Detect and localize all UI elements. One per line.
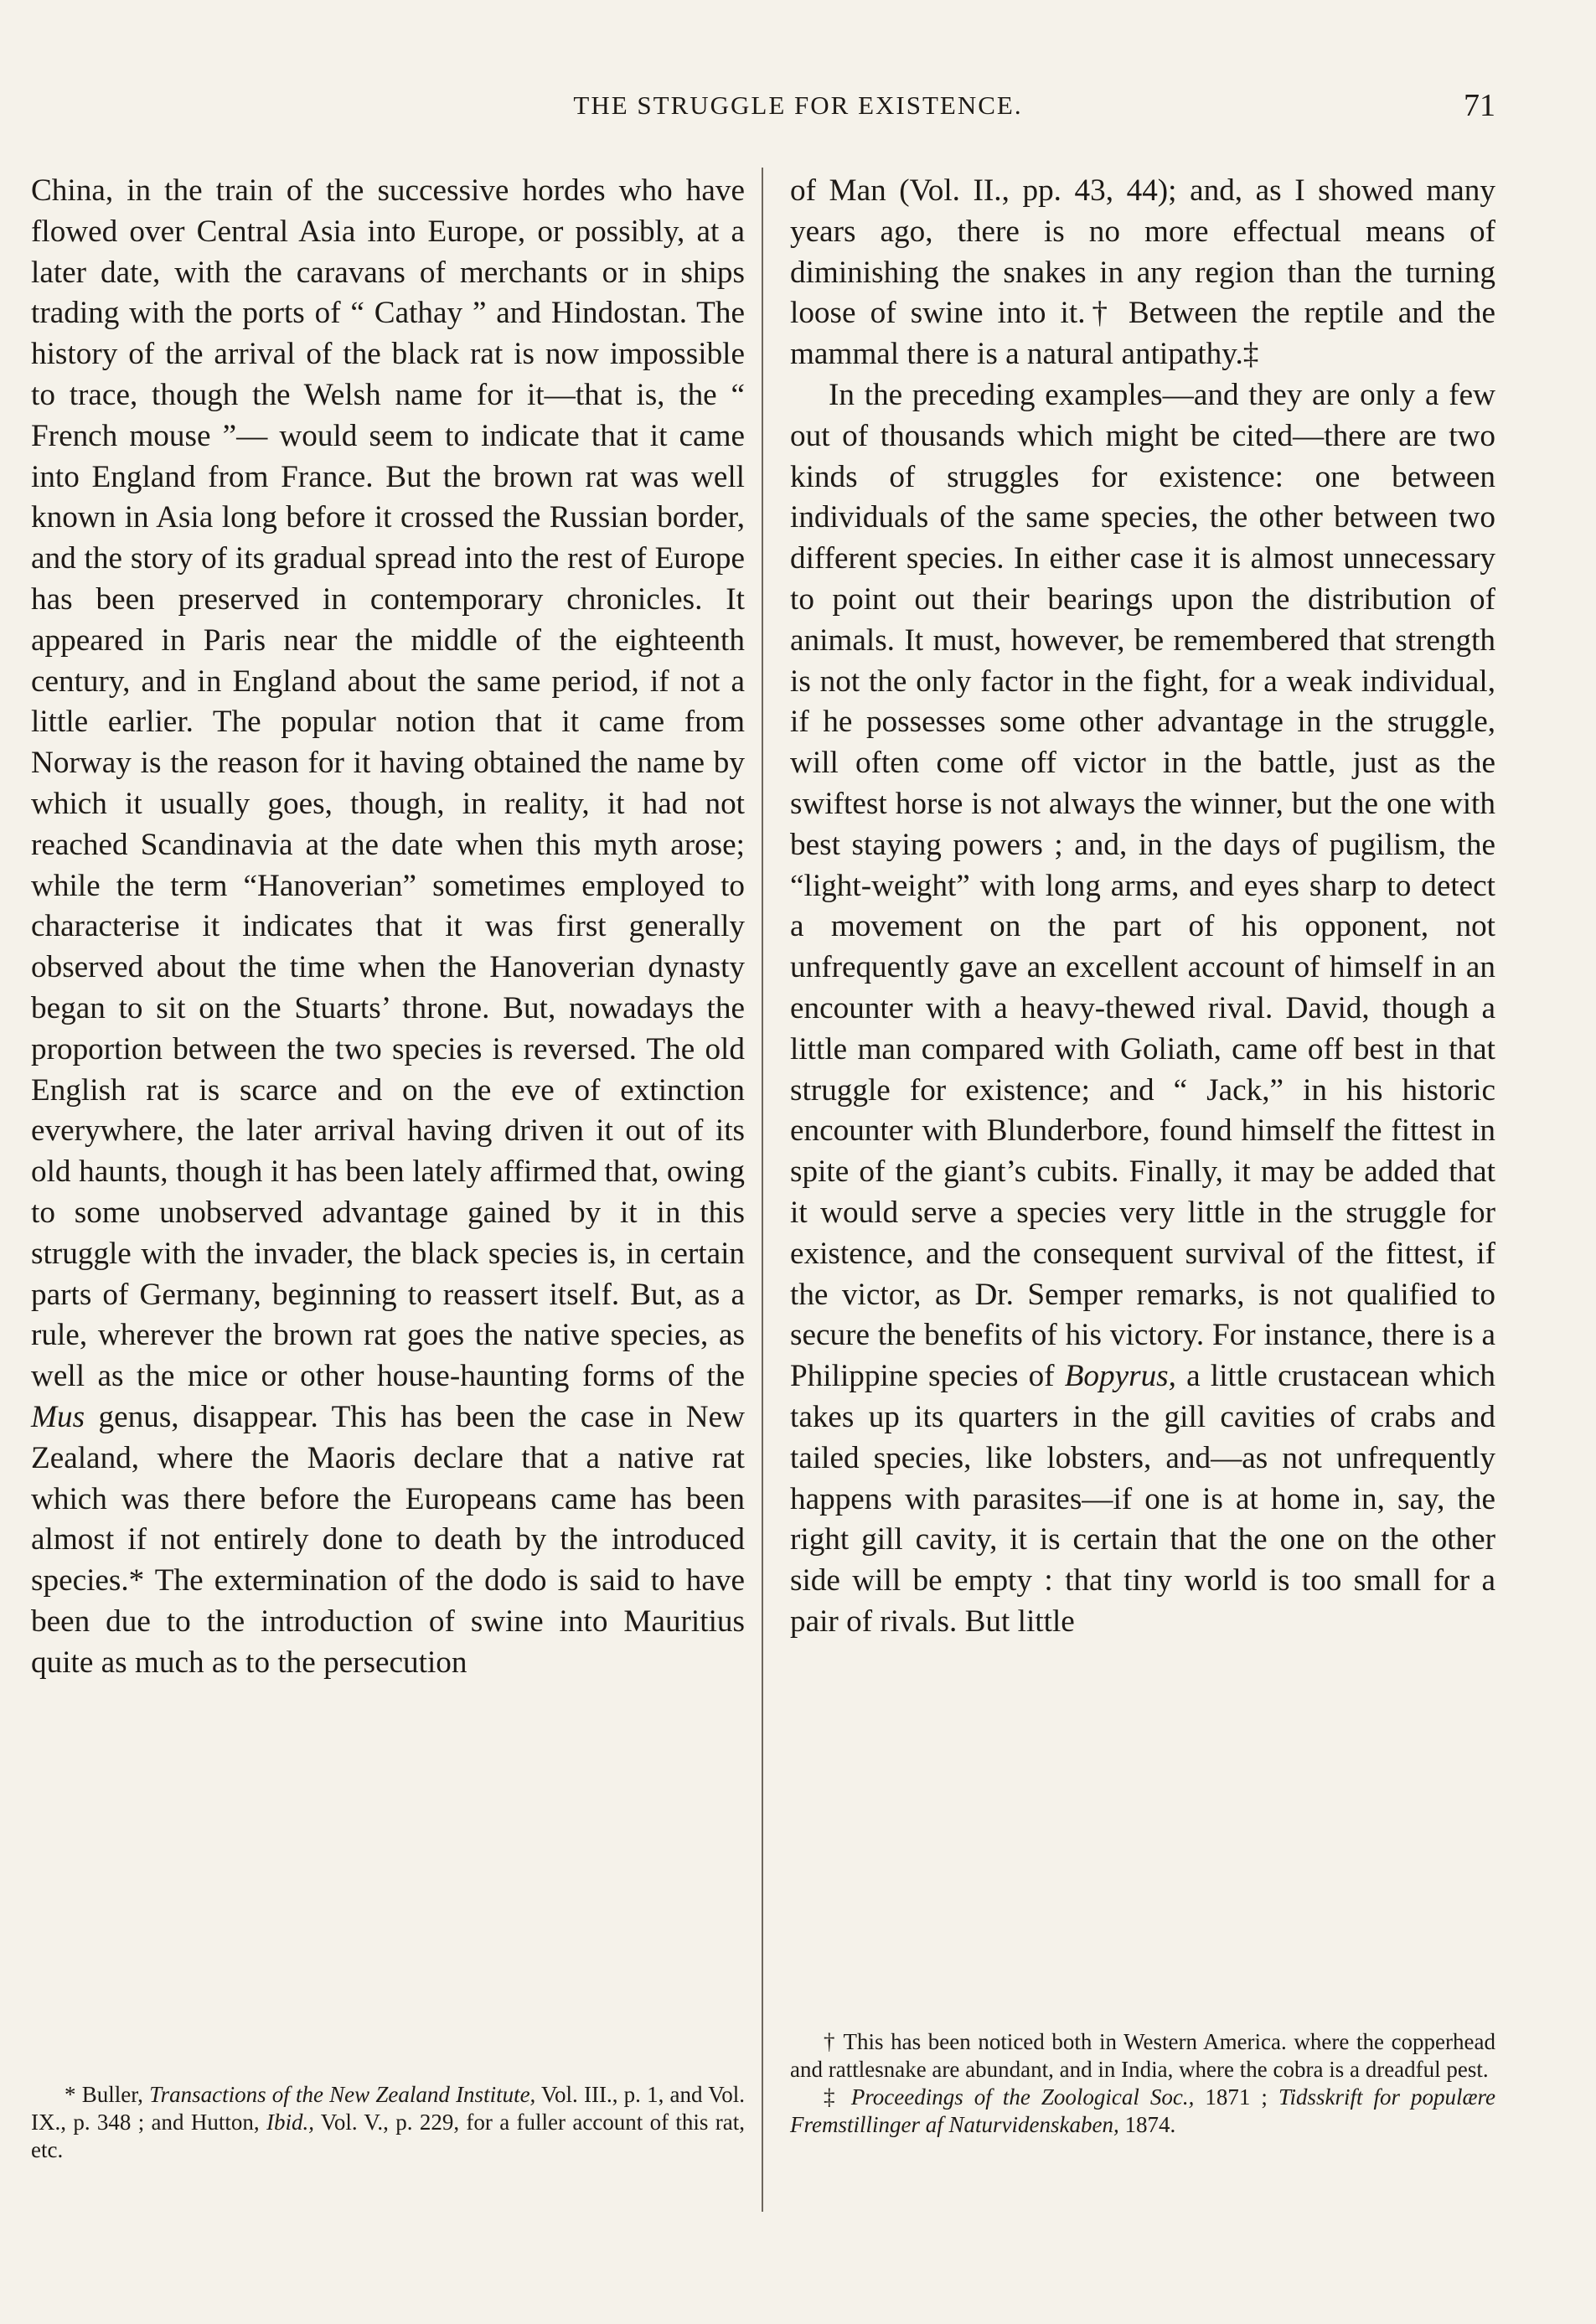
running-title: THE STRUGGLE FOR EXISTENCE. (573, 90, 1023, 120)
footnote-title: Transactions of the New Zealand Institute, (149, 2082, 536, 2107)
footnotes-right (790, 2028, 1495, 2139)
left-paragraph (31, 171, 745, 1683)
page-number: 71 (1464, 88, 1495, 123)
right-text-end: a little crustacean which takes up its quarters in the gill cavities of crabs and tailed species, like lobsters, and—as not unfrequently happens with parasites—if one is at home in, say, the right gill cavity, it is certain that the one on the other side will be empty : that tiny world is too small for a pair of rivals. But little (790, 1359, 1495, 1639)
footnote-asterisk (31, 2081, 745, 2164)
right-paragraph-2 (790, 375, 1495, 1643)
footnote-dagger: † This has been noticed both in Western America. where the copperhead and rattlesnake are abundant, and in India, where the cobra is a dreadful pest. (790, 2029, 1495, 2082)
footnote-ddagger-mark: ‡ (824, 2084, 840, 2110)
footnote-ddagger-year: 1871 ; (1205, 2084, 1268, 2110)
left-text: China, in the train of the successive hordes who have flowed over Central Asia into Europe, or possibly, at a later date, with the caravans of merchants or in ships trading with the ports of “ Cathay ” and Hindostan. The history of the arrival of the black rat is now impossible to trace, though the Welsh name for it—that is, the “ French mouse ”— would seem to indicate that it came into England from France. But the brown rat was well known in Asia long before it crossed the Russian border, and the story of its gradual spread into the rest of Europe has been preserved in contemporary chronicles. It appeared in Paris near the middle of the eighteenth century, and in England about the same period, if not a little earlier. The popular notion that it came from Norway is the reason for it having obtained the name by which it usually goes, though, in reality, it had not reached Scandinavia at the date when this myth arose; while the term “Hanoverian” sometimes employed to characterise it indicates that it was first generally observed about the time when the Hanoverian dynasty began to sit on the Stuarts’ throne. But, nowadays the proportion between the two species is reversed. The old English rat is scarce and on the eve of extinction everywhere, the later arrival having driven it out of its old haunts, though it has been lately affirmed that, owing to some unobserved advantage gained by it in this struggle with the invader, the black species is, in certain parts of Germany, beginning to reassert itself. But, as a rule, wherever the brown rat goes the native species, as well as the mice or other house-haunting forms of the (31, 173, 745, 1394)
column-divider (762, 168, 763, 2212)
right-column (790, 171, 1495, 1643)
page-header (0, 90, 1596, 124)
species-name: Bopyrus, (1064, 1359, 1176, 1394)
footnotes-left (31, 2081, 745, 2164)
footnote-double-dagger (790, 2084, 1495, 2139)
right-text: In the preceding examples—and they are only a few out of thousands which might be cited—there are two kinds of struggles for existence: one between individuals of the same species, the other between two different species. In either case it is almost unnecessary to point out their bearings upon the distribution of animals. It must, however, be remembered that strength is not the only factor in the fight, for a weak individual, if he possesses some other advantage in the struggle, will often come off victor in the battle, just as the swiftest horse is not always the winner, but the one with best staying powers ; and, in the days of pugilism, the “light-weight” with long arms, and eyes sharp to detect a movement on the part of his opponent, not unfrequently gave an excellent account of himself in an encounter with a heavy-thewed rival. David, though a little man compared with Goliath, came off best in that struggle for existence; and “ Jack,” in his historic encounter with Blunderbore, found himself the fittest in spite of the giant’s cubits. Finally, it may be added that it would serve a species very little in the struggle for existence, and the consequent survival of the fittest, if the victor, as Dr. Semper remarks, is not qualified to secure the benefits of his victory. For instance, there is a Philippine species of (790, 377, 1495, 1394)
left-text-end: genus, disappear. This has been the case in New Zealand, where the Maoris declare that a native rat which was there before the Europeans came has been almost if not entirely done to death by the introduced species.* The extermination of the dodo is said to have been due to the introduction of swine into Mauritius quite as much as to the persecution (31, 1399, 746, 1680)
genus-name: Mus (31, 1399, 85, 1434)
right-paragraph-1: of Man (Vol. II., pp. 43, 44); and, as I showed many years ago, there is no more effectual means of diminishing the snakes in any region than the turning loose of swine into it.† Between the reptile and the mammal there is a natural antipathy.‡ (790, 173, 1495, 372)
footnote-ddagger-year2: 1874. (1124, 2112, 1176, 2137)
footnote-ddagger-title: Proceedings of the Zoological Soc., (850, 2084, 1195, 2110)
footnote-text: Vol. III., p. 1, and Vol. IX., p. 348 ; and Hutton, (31, 2082, 746, 2135)
footnote-ddagger-journal: Tidsskrift for populære Fremstillinger af Naturvidenskaben, (790, 2084, 1496, 2137)
footnote-text-end: Vol. V., p. 229, for a fuller account of this rat, etc. (31, 2110, 745, 2162)
footnote-mark: * Buller, (65, 2082, 143, 2107)
left-column (31, 171, 745, 1683)
footnote-ibid: Ibid., (266, 2110, 314, 2135)
